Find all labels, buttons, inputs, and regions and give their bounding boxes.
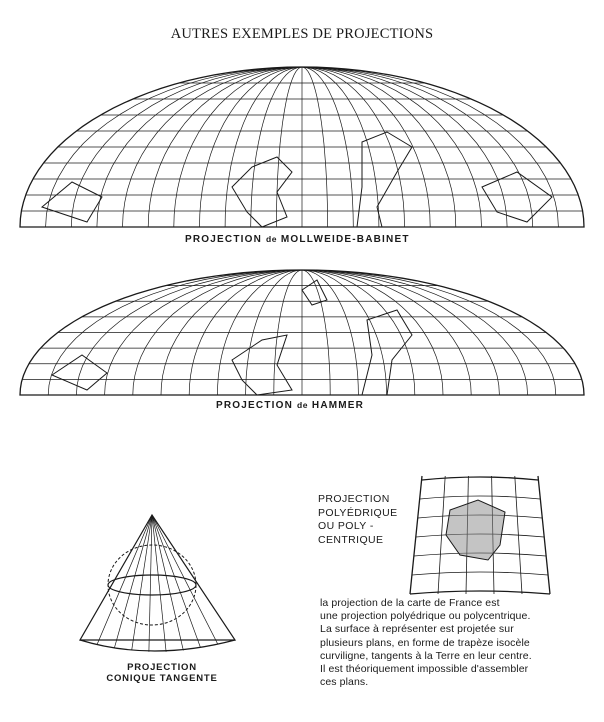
mollweide-meridian [200, 67, 303, 227]
hammer-meridian [274, 270, 302, 395]
mollweide-outline [20, 67, 584, 227]
mollweide-meridian [302, 67, 482, 227]
caption-projection: PROJECTION [185, 234, 263, 245]
description-line-2: une projection polyédrique ou polycentrique. [320, 610, 531, 623]
hammer-greenland-outline [302, 280, 327, 305]
poly-grid-row [414, 553, 546, 556]
mollweide-meridian [302, 67, 328, 227]
description-line-5: curviligne, tangents à la Terre en leur centre. [320, 649, 532, 662]
caption-hammer-name: HAMMER [311, 400, 365, 411]
hammer-americas-outline [232, 335, 292, 395]
poly-grid-row [416, 534, 544, 537]
mollweide-meridian [302, 67, 507, 227]
mollweide-meridian [174, 67, 302, 227]
description-line-6: Il est théoriquement impossible d'assembler [320, 663, 529, 676]
cone-outline [80, 515, 235, 640]
hammer-meridian [302, 270, 556, 395]
hammer-outline [20, 270, 584, 395]
poly-grid-col [538, 476, 550, 594]
mollweide-africa-outline [357, 132, 412, 227]
poly-grid-col [492, 476, 494, 594]
mollweide-meridian [123, 67, 303, 227]
mollweide-meridian [302, 67, 379, 227]
hammer-west-coast-outline [52, 355, 107, 390]
cone-ruling [149, 515, 152, 652]
caption-de: de [266, 234, 277, 244]
conic-caption-line-2: CONIQUE TANGENTE [106, 673, 218, 684]
mollweide-meridian [302, 67, 430, 227]
hammer-meridian [302, 270, 330, 395]
mollweide-meridian [276, 67, 302, 227]
description-line-1: la projection de la carte de France est [320, 597, 500, 609]
poly-grid-row [420, 496, 540, 499]
conic-caption-line-1: PROJECTION [127, 662, 197, 673]
hammer-meridian [302, 270, 471, 395]
poly-grid-col [515, 476, 522, 594]
poly-caption-line-1: PROJECTION [318, 493, 390, 505]
hammer-meridian [217, 270, 302, 395]
mollweide-meridian [302, 67, 533, 227]
poly-grid-col [410, 476, 422, 594]
conic-caption [102, 662, 222, 684]
caption-mollweide-name: MOLLWEIDE-BABINET [280, 234, 410, 245]
hammer-meridian [302, 270, 358, 395]
poly-grid-col [438, 476, 445, 594]
cone-ruling [152, 515, 218, 644]
hammer-meridian [302, 270, 415, 395]
hammer-meridian [76, 270, 302, 395]
mollweide-meridian [97, 67, 302, 227]
polyhedral-description [320, 597, 600, 689]
mollweide-americas-outline [232, 157, 292, 227]
cone-ruling [114, 515, 152, 648]
hammer-meridian [246, 270, 302, 395]
description-line-3: La surface à représenter est projetée sur [320, 623, 514, 636]
cone-ruling [97, 515, 152, 644]
hammer-caption [216, 400, 364, 411]
poly-grid-col [466, 476, 468, 594]
cone-globe [108, 545, 196, 625]
mollweide-meridian [251, 67, 302, 227]
cone-ruling [152, 515, 166, 652]
hammer-meridian [302, 270, 499, 395]
mollweide-meridian [148, 67, 302, 227]
mollweide-west-coast-outline [42, 182, 102, 222]
caption-de: de [297, 400, 308, 410]
polyhedral-caption [318, 493, 397, 547]
cone-ruling [152, 515, 201, 648]
mollweide-meridian [46, 67, 302, 227]
mollweide-meridian [302, 67, 456, 227]
poly-grid-row [418, 515, 542, 518]
cone-base-arc [80, 640, 235, 651]
mollweide-meridian [71, 67, 302, 227]
page-title: AUTRES EXEMPLES DE PROJECTIONS [170, 26, 434, 42]
poly-grid-row [412, 572, 548, 575]
hammer-meridian [189, 270, 302, 395]
hammer-meridian [302, 270, 528, 395]
poly-caption-line-3: OU POLY - [318, 520, 374, 532]
hammer-meridian [161, 270, 302, 395]
hammer-meridian [302, 270, 443, 395]
hammer-meridian [105, 270, 302, 395]
hammer-meridian [133, 270, 302, 395]
cone-tangent-circle [108, 575, 196, 595]
description-line-7: ces plans. [320, 676, 369, 689]
poly-grid-row [410, 591, 550, 594]
mollweide-meridian [302, 67, 558, 227]
hammer-meridian [302, 270, 387, 395]
poly-caption-line-4: CENTRIQUE [318, 533, 384, 546]
cone-ruling [152, 515, 183, 650]
poly-caption-line-2: POLYÉDRIQUE [318, 506, 398, 519]
mollweide-asia-outline [482, 172, 552, 222]
hammer-africa-outline [362, 310, 412, 395]
france-shape [446, 500, 505, 560]
mollweide-meridian [302, 67, 405, 227]
caption-projection: PROJECTION [216, 400, 294, 411]
hammer-meridian [48, 270, 302, 395]
mollweide-meridian [302, 67, 353, 227]
poly-grid-row [422, 477, 538, 480]
description-line-4: plusieurs plans, en forme de trapèze isocèle [320, 636, 530, 649]
cone-ruling [132, 515, 152, 650]
mollweide-caption [185, 234, 410, 245]
mollweide-meridian [225, 67, 302, 227]
